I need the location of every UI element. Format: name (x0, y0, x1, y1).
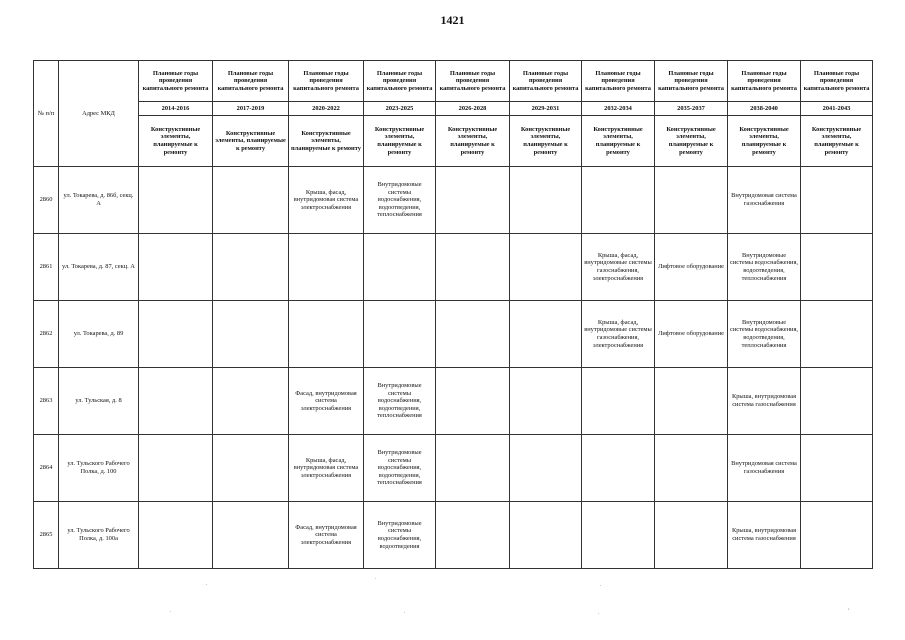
repair-elements-cell: Внутридомовая система газоснабжения (728, 167, 801, 234)
repair-elements-cell (364, 234, 436, 301)
repair-elements-cell (139, 368, 213, 435)
repair-elements-cell (582, 368, 655, 435)
repair-elements-cell: Крыша, фасад, внутридомовые системы газоснабжения, электроснабжения (582, 234, 655, 301)
row-address: ул. Тульского Рабочего Полка, д. 100 (59, 435, 139, 502)
header-elements: Конструктивные элементы, планируемые к ремонту (364, 116, 436, 167)
header-num: № п/п (34, 61, 59, 167)
repair-elements-cell (582, 167, 655, 234)
repair-elements-cell: Крыша, внутридомовая система газоснабжения (728, 502, 801, 569)
header-years: Плановые годы проведения капитального ремонта (213, 61, 289, 102)
repair-elements-cell (213, 435, 289, 502)
repair-elements-cell (655, 368, 728, 435)
row-address: ул. Токарева, д. 86б, секц. А (59, 167, 139, 234)
repair-elements-cell: Крыша, внутридомовая система газоснабжения (728, 368, 801, 435)
repair-elements-cell: Крыша, фасад, внутридомовые системы газоснабжения, электроснабжения (582, 301, 655, 368)
repair-elements-cell (213, 301, 289, 368)
repair-elements-cell: Крыша, фасад, внутридомовая система электроснабжения (289, 435, 364, 502)
header-period: 2035-2037 (655, 102, 728, 116)
header-years: Плановые годы проведения капитального ремонта (436, 61, 510, 102)
repair-elements-cell (801, 368, 873, 435)
row-number: 2860 (34, 167, 59, 234)
repair-elements-cell: Внутридомовые системы водоснабжения, водоотведения, теплоснабжения (364, 167, 436, 234)
header-period: 2041-2043 (801, 102, 873, 116)
repair-elements-cell (655, 167, 728, 234)
repair-elements-cell (289, 301, 364, 368)
header-period: 2023-2025 (364, 102, 436, 116)
repair-elements-cell (510, 234, 582, 301)
repair-elements-cell (213, 368, 289, 435)
header-years: Плановые годы проведения капитального ремонта (801, 61, 873, 102)
repair-elements-cell (801, 435, 873, 502)
header-elements: Конструктивные элементы, планируемые к ремонту (213, 116, 289, 167)
header-period: 2017-2019 (213, 102, 289, 116)
header-years: Плановые годы проведения капитального ремонта (582, 61, 655, 102)
repair-elements-cell (655, 502, 728, 569)
repair-elements-cell (213, 234, 289, 301)
row-address: ул. Тульского Рабочего Полка, д. 100а (59, 502, 139, 569)
header-period: 2014-2016 (139, 102, 213, 116)
header-years: Плановые годы проведения капитального ремонта (139, 61, 213, 102)
table-row (34, 234, 873, 301)
repair-elements-cell: Внутридомовая система газоснабжения (728, 435, 801, 502)
repair-elements-cell (213, 167, 289, 234)
repair-elements-cell (510, 167, 582, 234)
row-number: 2861 (34, 234, 59, 301)
header-address: Адрес МКД (59, 61, 139, 167)
repair-elements-cell (582, 435, 655, 502)
repair-elements-cell (289, 234, 364, 301)
repair-elements-cell (510, 502, 582, 569)
repair-elements-cell: Внутридомовые системы водоснабжения, водоотведения, теплоснабжения (728, 234, 801, 301)
row-address: ул. Тульская, д. 8 (59, 368, 139, 435)
page-number: 1421 (440, 13, 465, 27)
header-years: Плановые годы проведения капитального ремонта (364, 61, 436, 102)
header-row-elements (34, 116, 873, 167)
repair-elements-cell (510, 368, 582, 435)
header-elements: Конструктивные элементы, планируемые к ремонту (139, 116, 213, 167)
repair-elements-cell (436, 368, 510, 435)
repair-elements-cell (801, 502, 873, 569)
repair-elements-cell (139, 167, 213, 234)
header-years: Плановые годы проведения капитального ремонта (289, 61, 364, 102)
repair-elements-cell (582, 502, 655, 569)
repair-elements-cell (139, 435, 213, 502)
header-period: 2026-2028 (436, 102, 510, 116)
table-row (34, 301, 873, 368)
repair-elements-cell (801, 301, 873, 368)
table-row (34, 167, 873, 234)
row-address: ул. Токарева, д. 89 (59, 301, 139, 368)
header-elements: Конструктивные элементы, планируемые к ремонту (582, 116, 655, 167)
table-row (34, 502, 873, 569)
table-body (34, 167, 873, 569)
repair-elements-cell: Лифтовое оборудование (655, 234, 728, 301)
header-elements: Конструктивные элементы, планируемые к ремонту (728, 116, 801, 167)
repair-elements-cell (801, 167, 873, 234)
header-period: 2020-2022 (289, 102, 364, 116)
row-address: ул. Токарева, д. 87, секц. А (59, 234, 139, 301)
repair-elements-cell (436, 435, 510, 502)
repair-elements-cell: Внутридомовые системы водоснабжения, водоотведения, теплоснабжения (364, 435, 436, 502)
repair-elements-cell (436, 502, 510, 569)
repair-elements-cell (139, 234, 213, 301)
header-years: Плановые годы проведения капитального ремонта (655, 61, 728, 102)
row-number: 2864 (34, 435, 59, 502)
header-elements: Конструктивные элементы, планируемые к ремонту (655, 116, 728, 167)
header-row-years (34, 61, 873, 102)
header-elements: Конструктивные элементы, планируемые к ремонту (436, 116, 510, 167)
header-years: Плановые годы проведения капитального ремонта (728, 61, 801, 102)
repair-elements-cell: Внутридомовые системы водоснабжения, водоотведения, теплоснабжения (364, 368, 436, 435)
repair-elements-cell (436, 167, 510, 234)
repair-elements-cell: Крыша, фасад, внутридомовая система электроснабжения (289, 167, 364, 234)
scan-specks: . . . . . . , (170, 575, 850, 616)
table-row (34, 435, 873, 502)
repair-elements-cell (436, 234, 510, 301)
repair-elements-cell (139, 301, 213, 368)
header-period: 2038-2040 (728, 102, 801, 116)
repair-elements-cell (655, 435, 728, 502)
header-period: 2032-2034 (582, 102, 655, 116)
header-elements: Конструктивные элементы, планируемые к ремонту (289, 116, 364, 167)
header-period: 2029-2031 (510, 102, 582, 116)
header-elements: Конструктивные элементы, планируемые к ремонту (801, 116, 873, 167)
repair-elements-cell: Лифтовое оборудование (655, 301, 728, 368)
header-row-periods (34, 102, 873, 116)
header-years: Плановые годы проведения капитального ремонта (510, 61, 582, 102)
table-row (34, 368, 873, 435)
repair-elements-cell: Внутридомовые системы водоснабжения, водоотведения, теплоснабжения (728, 301, 801, 368)
repair-elements-cell (510, 435, 582, 502)
repair-elements-cell (364, 301, 436, 368)
capital-repair-table (33, 60, 873, 569)
repair-elements-cell (139, 502, 213, 569)
repair-elements-cell (213, 502, 289, 569)
repair-elements-cell (510, 301, 582, 368)
row-number: 2862 (34, 301, 59, 368)
repair-elements-cell (436, 301, 510, 368)
repair-elements-cell: Фасад, внутридомовая система электроснабжения (289, 368, 364, 435)
row-number: 2865 (34, 502, 59, 569)
repair-elements-cell (801, 234, 873, 301)
header-elements: Конструктивные элементы, планируемые к ремонту (510, 116, 582, 167)
repair-elements-cell: Внутридомовые системы водоснабжения, водоотведения (364, 502, 436, 569)
row-number: 2863 (34, 368, 59, 435)
repair-elements-cell: Фасад, внутридомовая система электроснабжения (289, 502, 364, 569)
